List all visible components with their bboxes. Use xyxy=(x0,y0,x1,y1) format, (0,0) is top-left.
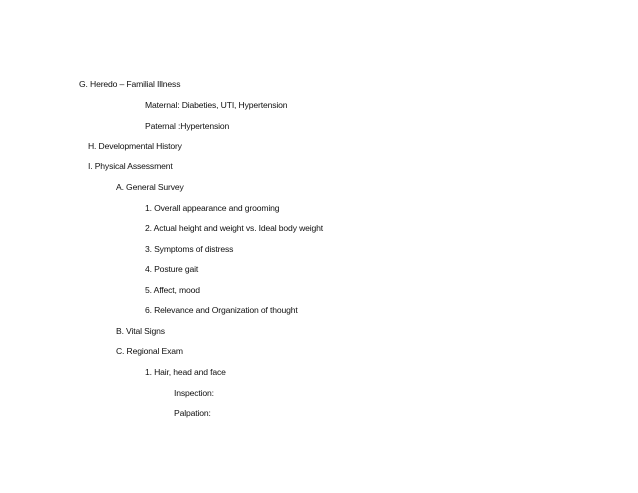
section-heading-developmental-history: H. Developmental History xyxy=(88,141,182,151)
maternal-history-line: Maternal: Diabeties, UTI, Hypertension xyxy=(145,100,288,110)
inspection-label: Inspection: xyxy=(174,388,214,398)
list-item: 1. Overall appearance and grooming xyxy=(145,203,280,213)
list-item: 6. Relevance and Organization of thought xyxy=(145,305,298,315)
section-heading-heredo-familial-illness: G. Heredo – Familial Illness xyxy=(79,79,181,89)
palpation-label: Palpation: xyxy=(174,408,211,418)
subsection-general-survey: A. General Survey xyxy=(116,182,184,192)
subsection-vital-signs: B. Vital Signs xyxy=(116,326,165,336)
list-item: 2. Actual height and weight vs. Ideal body weight xyxy=(145,223,324,233)
list-item: 5. Affect, mood xyxy=(145,285,200,295)
section-heading-physical-assessment: I. Physical Assessment xyxy=(88,161,173,171)
list-item: 4. Posture gait xyxy=(145,264,199,274)
list-item: 1. Hair, head and face xyxy=(145,367,226,377)
subsection-regional-exam: C. Regional Exam xyxy=(116,346,183,356)
paternal-history-line: Paternal :Hypertension xyxy=(145,121,230,131)
list-item: 3. Symptoms of distress xyxy=(145,244,234,254)
